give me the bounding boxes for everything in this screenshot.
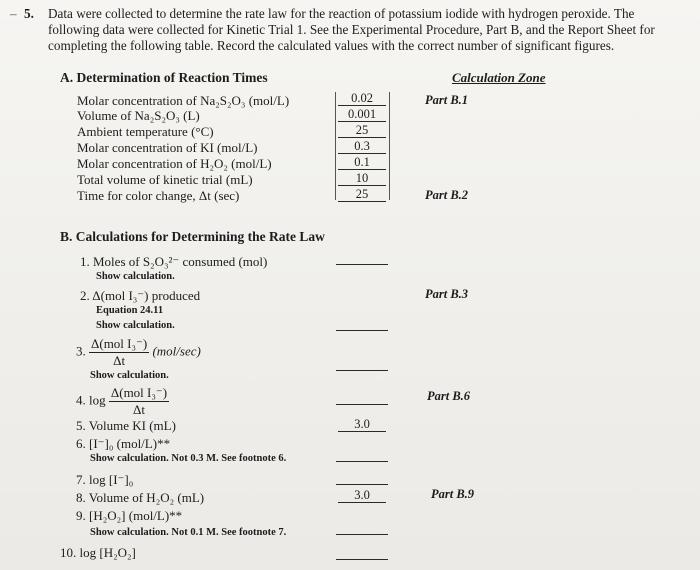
item-6-label: 6. [I⁻]₀ (mol/L)** bbox=[76, 436, 171, 451]
part-b1-label: Part B.1 bbox=[425, 93, 469, 107]
item-1-show-calc: Show calculation. bbox=[96, 271, 175, 282]
item-3-fraction bbox=[89, 336, 149, 369]
item-10-label: 10. log [H₂O₂] bbox=[60, 545, 136, 560]
item-5-value: 3.0 bbox=[338, 417, 386, 432]
item-4-fraction bbox=[109, 385, 169, 418]
item-6-note: Show calculation. Not 0.3 M. See footnote 6. bbox=[90, 453, 287, 464]
part-b3-label: Part B.3 bbox=[425, 287, 469, 301]
value-total-volume: 10 bbox=[338, 171, 386, 186]
column-divider-left bbox=[335, 92, 336, 200]
value-ki-conc: 0.3 bbox=[338, 139, 386, 154]
calculation-zone-heading: Calculation Zone bbox=[452, 70, 546, 85]
item-1-blank bbox=[336, 250, 388, 265]
section-b-title: B. Calculations for Determining the Rate Law bbox=[60, 229, 325, 244]
row-label-color-change-time: Time for color change, Δt (sec) bbox=[77, 188, 240, 203]
row-label-na2s2o3-volume: Volume of Na₂S₂O₃ (L) bbox=[77, 108, 200, 123]
item-1-label: 1. Moles of S₂O₃²⁻ consumed (mol) bbox=[80, 254, 268, 269]
item-3-blank bbox=[336, 356, 388, 371]
item-4-prefix: 4. log bbox=[76, 392, 106, 408]
item-3-fraction-top: Δ(mol I₃⁻) bbox=[91, 336, 148, 351]
item-4-fraction-bottom: Δt bbox=[132, 402, 145, 417]
item-3-show-calc: Show calculation. bbox=[90, 370, 169, 381]
value-ambient-temp: 25 bbox=[338, 123, 386, 138]
item-7-blank bbox=[336, 470, 388, 485]
part-b2-label: Part B.2 bbox=[425, 188, 469, 202]
item-2-show-calc: Show calculation. bbox=[96, 320, 175, 331]
item-7-label: 7. log [I⁻]₀ bbox=[76, 472, 134, 487]
item-2-label: 2. Δ(mol I₃⁻) produced bbox=[80, 288, 201, 303]
question-number: 5. bbox=[24, 6, 34, 21]
row-label-na2s2o3-conc: Molar concentration of Na₂S₂O₃ (mol/L) bbox=[77, 93, 290, 108]
value-color-change-time: 25 bbox=[338, 187, 386, 202]
item-9-blank bbox=[336, 520, 388, 535]
row-label-ki-conc: Molar concentration of KI (mol/L) bbox=[77, 140, 258, 155]
value-na2s2o3-volume: 0.001 bbox=[338, 107, 386, 122]
margin-dash: – bbox=[10, 6, 17, 21]
column-divider-right bbox=[389, 92, 390, 200]
item-3-unit: (mol/sec) bbox=[152, 343, 201, 359]
item-8-label: 8. Volume of H₂O₂ (mL) bbox=[76, 490, 205, 505]
part-b9-label: Part B.9 bbox=[431, 487, 475, 501]
row-label-ambient-temp: Ambient temperature (°C) bbox=[77, 124, 214, 139]
item-9-label: 9. [H₂O₂] (mol/L)** bbox=[76, 508, 183, 523]
item-10-blank bbox=[336, 545, 388, 560]
show-through-text bbox=[20, 60, 24, 77]
item-4-fraction-top: Δ(mol I₃⁻) bbox=[110, 385, 168, 400]
item-6-blank bbox=[336, 447, 388, 462]
row-label-h2o2-conc: Molar concentration of H₂O₂ (mol/L) bbox=[77, 156, 272, 171]
item-4-blank bbox=[336, 390, 388, 405]
item-3-fraction-bottom: Δt bbox=[113, 353, 126, 368]
value-na2s2o3-conc: 0.02 bbox=[338, 91, 386, 106]
item-9-note: Show calculation. Not 0.1 M. See footnote 7. bbox=[90, 527, 287, 538]
item-4-label bbox=[76, 385, 169, 418]
item-2-blank bbox=[336, 316, 388, 331]
item-2-equation: Equation 24.11 bbox=[96, 305, 164, 316]
section-a-title: A. Determination of Reaction Times bbox=[60, 70, 268, 85]
row-label-total-volume: Total volume of kinetic trial (mL) bbox=[77, 172, 253, 187]
value-h2o2-conc: 0.1 bbox=[338, 155, 386, 170]
item-5-label: 5. Volume KI (mL) bbox=[76, 418, 176, 433]
item-3-label bbox=[76, 336, 201, 369]
part-b6-label: Part B.6 bbox=[427, 389, 471, 403]
question-text: Data were collected to determine the rate law for the reaction of potassium iodide with hydrogen peroxide. The following data were collected for Kinetic Trial 1. See the Experimental Procedure, Part B, and the Report Sheet for completing the following table. Record the calculated values with the correct number of significant figures. bbox=[48, 6, 655, 53]
item-3-number: 3. bbox=[76, 343, 86, 359]
item-8-value: 3.0 bbox=[338, 488, 386, 503]
